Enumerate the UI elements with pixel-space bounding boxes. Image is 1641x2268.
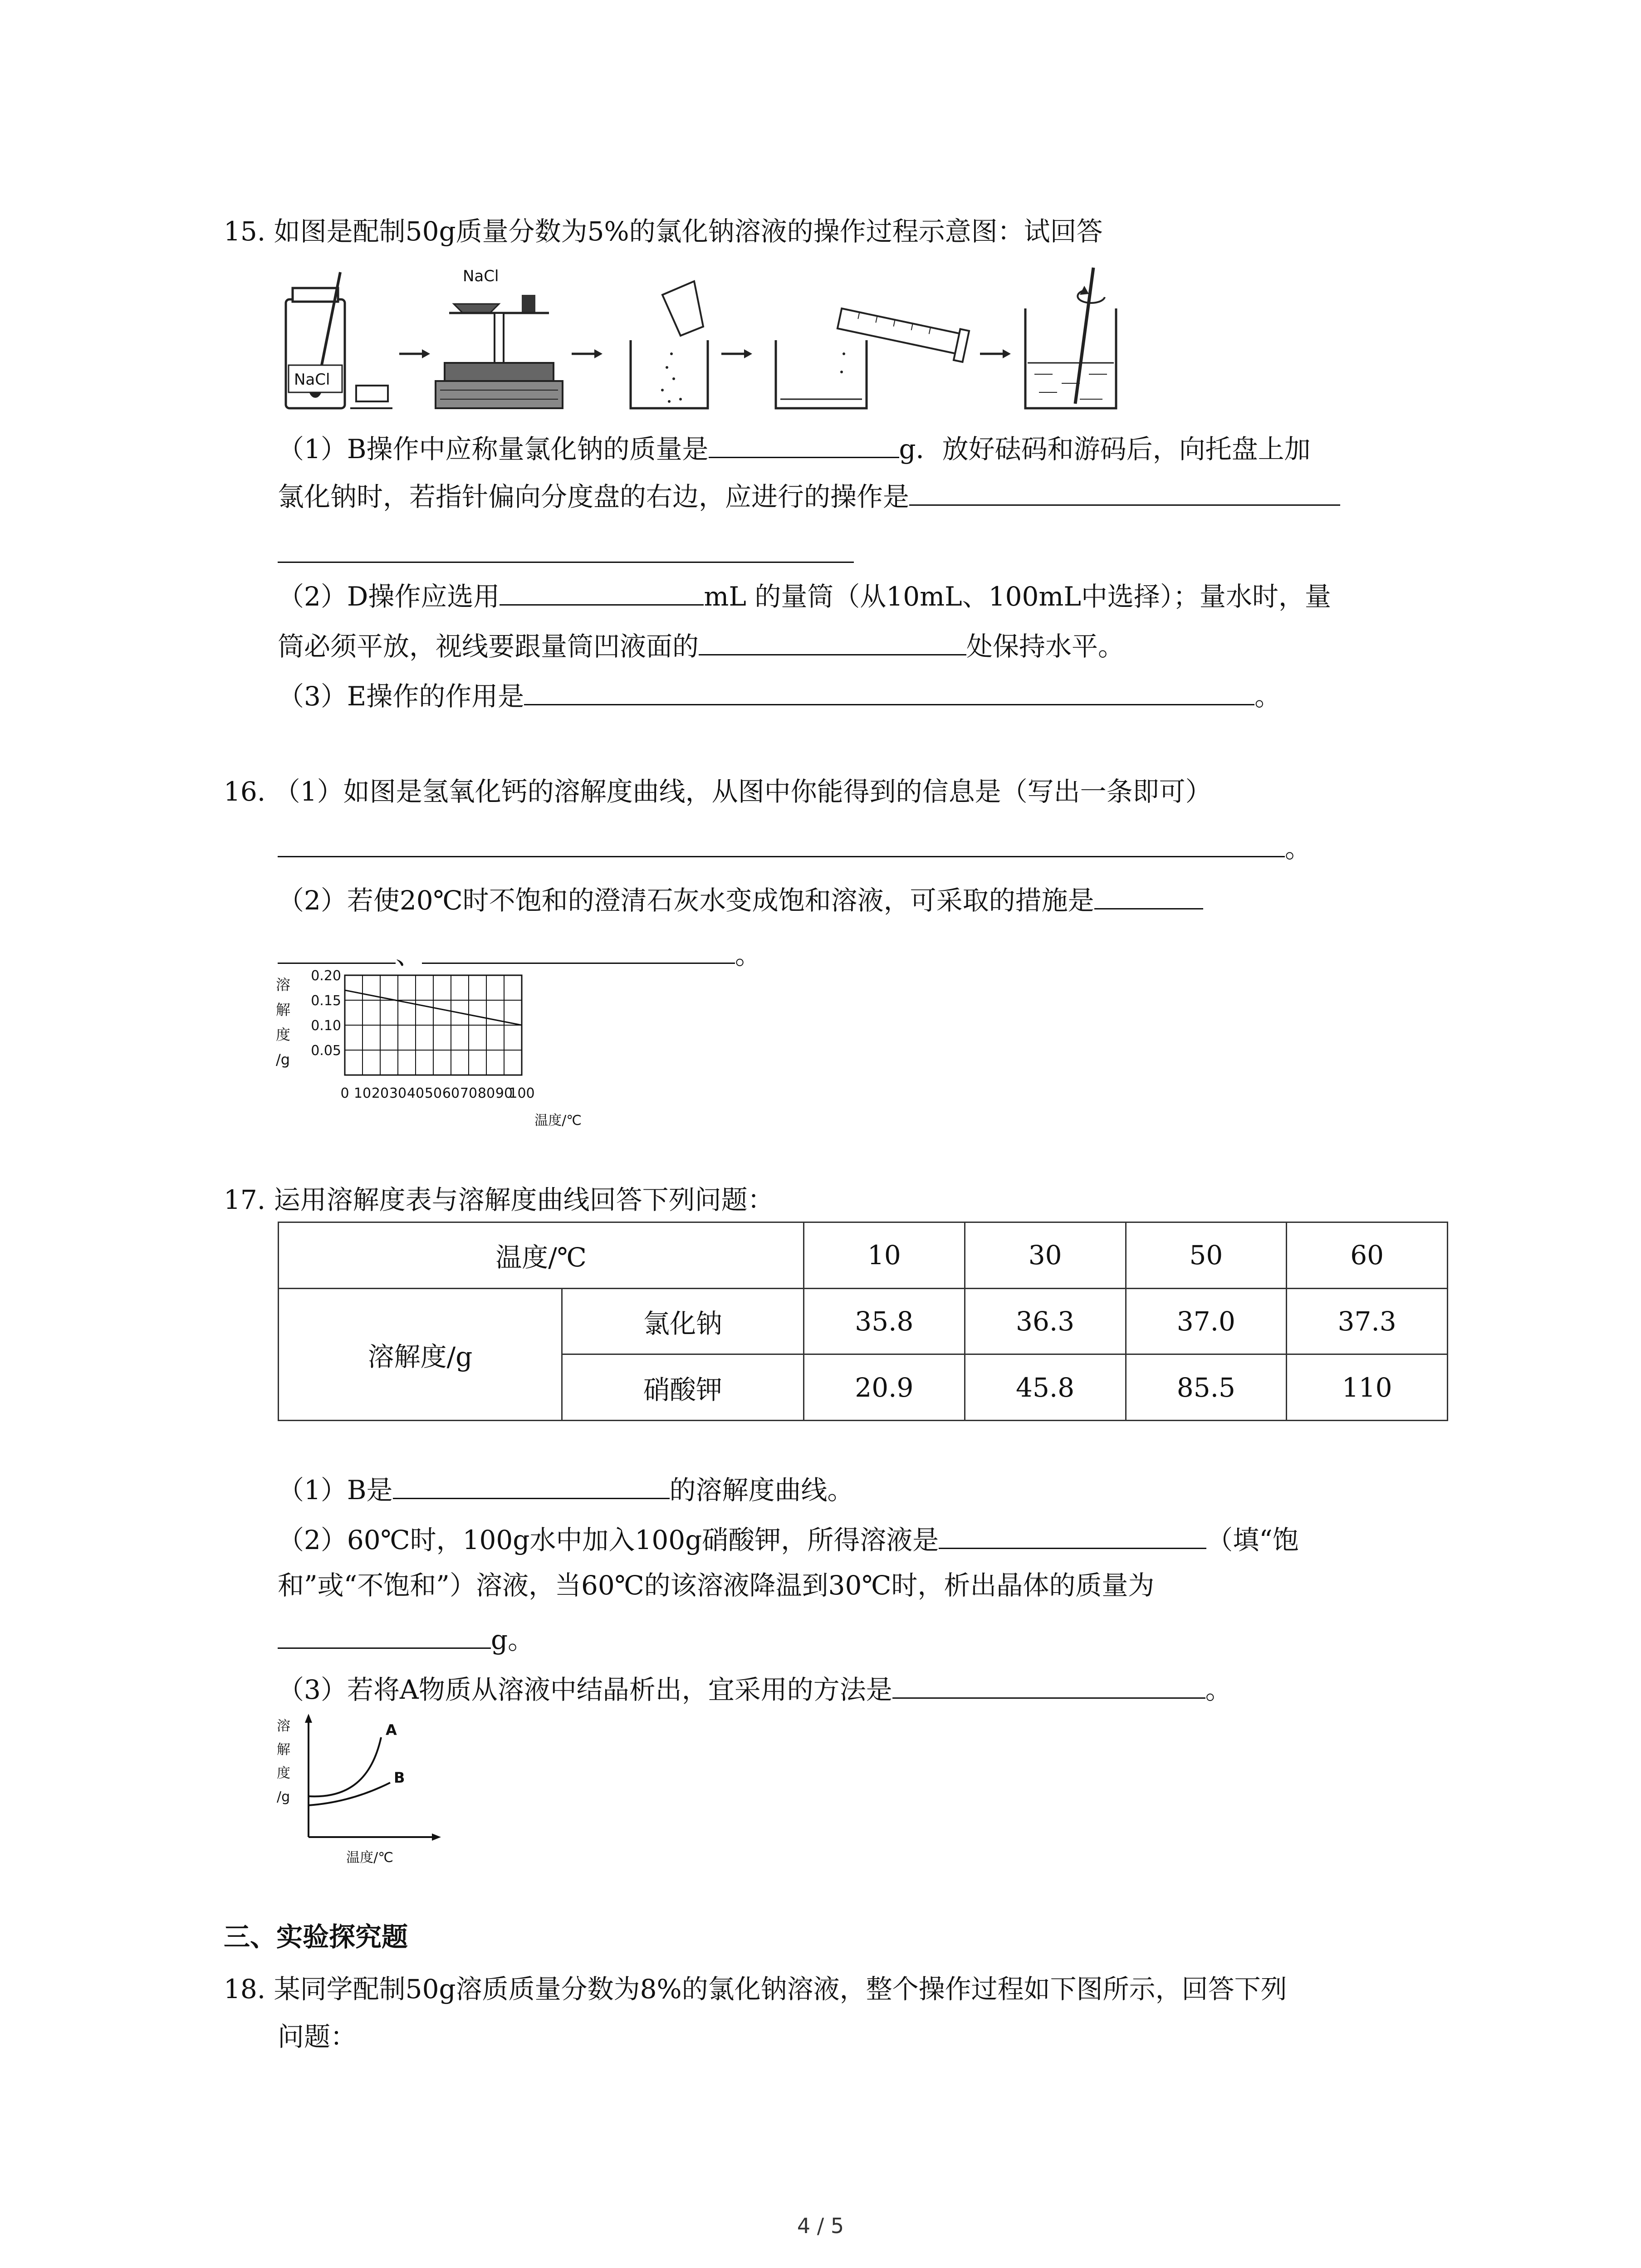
y-axis-label-char: 解	[277, 1742, 290, 1758]
table-row	[279, 1288, 1448, 1354]
y-tick-labels	[311, 968, 341, 1059]
x-tick-label: 30	[389, 1085, 407, 1101]
section-title: 三、实验探究题	[224, 1921, 408, 1952]
q17-p2-line2: 和”或“不饱和”）溶液，当60℃的该溶液降温到30℃时，析出晶体的质量为	[278, 1570, 1155, 1601]
table-cell: 35.8	[804, 1288, 965, 1354]
y-axis-label-char: 溶	[277, 1718, 290, 1734]
q16-p2-line2: 、 。	[278, 934, 761, 973]
x-axis-label: 温度/℃	[534, 1113, 582, 1129]
q16-stem: 16. （1）如图是氢氧化钙的溶解度曲线，从图中你能得到的信息是（写出一条即可）	[224, 776, 1212, 807]
table-row-name: 硝酸钾	[562, 1354, 804, 1421]
table-header-temp: 温度/℃	[279, 1222, 804, 1289]
answer-blank[interactable]	[699, 626, 966, 655]
x-tick-label: 50	[424, 1085, 442, 1101]
chart-grid	[345, 975, 522, 1075]
scale-label: NaCl	[463, 267, 499, 285]
y-axis-label-char: /g	[277, 1789, 290, 1805]
x-axis-label: 温度/℃	[346, 1850, 393, 1866]
q15-p2-line2: 筒必须平放，视线要跟量筒凹液面的 处保持水平。	[278, 626, 1124, 665]
q15-p1-line1: （1）B操作中应称量氯化钠的质量是 g．放好砝码和游码后，向托盘上加	[278, 429, 1311, 467]
y-axis-label-char: /g	[276, 1051, 290, 1068]
q15-p2-line1: （2）D操作应选用 mL 的量筒（从10mL、100mL中选择）；量水时，量	[278, 576, 1331, 615]
q18-line1: 18. 某同学配制50g溶质质量分数为8%的氯化钠溶液，整个操作过程如下图所示，回答下列	[224, 1974, 1287, 2004]
answer-blank[interactable]	[500, 576, 704, 606]
x-tick-label: 60	[442, 1085, 460, 1101]
table-cell: 60	[1287, 1222, 1448, 1289]
x-tick-label: 40	[407, 1085, 425, 1101]
table-row-name: 氯化钠	[562, 1288, 804, 1354]
q17-p3: （3）若将A物质从溶液中结晶析出，宜采用的方法是 。	[278, 1669, 1232, 1708]
arrow-icon	[572, 349, 603, 358]
answer-blank[interactable]	[278, 562, 854, 563]
table-cell: 37.3	[1287, 1288, 1448, 1354]
answer-blank[interactable]	[278, 828, 1285, 857]
arrow-icon	[399, 349, 430, 358]
q15-stem: 15. 如图是配制50g质量分数为5%的氯化钠溶液的操作过程示意图：试回答	[224, 216, 1103, 247]
series-line-b	[309, 1783, 390, 1805]
reagent-jar-icon	[286, 272, 392, 408]
ab-solubility-chart	[272, 1710, 463, 1873]
x-tick-label: 20	[371, 1085, 389, 1101]
table-cell: 85.5	[1126, 1354, 1287, 1421]
y-tick-label: 0.15	[311, 993, 341, 1009]
table-cell: 110	[1287, 1354, 1448, 1421]
arrow-icon	[980, 349, 1011, 358]
q16-p2-line1: （2）若使20℃时不饱和的澄清石灰水变成饱和溶液，可采取的措施是	[278, 880, 1203, 919]
solubility-table	[278, 1222, 1448, 1421]
arrow-icon	[721, 349, 752, 358]
q17-p2-line1: （2）60℃时，100g水中加入100g硝酸钾，所得溶液是 （填“饱	[278, 1520, 1299, 1558]
graduated-cylinder-icon	[776, 304, 969, 408]
q18-line2: 问题：	[278, 2021, 357, 2052]
x-tick-label: 10	[353, 1085, 372, 1101]
table-row-group: 溶解度/g	[279, 1288, 562, 1420]
stirring-beaker-icon	[1025, 268, 1116, 408]
y-axis-label-char: 度	[277, 1765, 290, 1781]
y-axis-label	[277, 1718, 290, 1805]
table-cell: 30	[965, 1222, 1126, 1289]
x-tick-label: 0	[340, 1085, 349, 1101]
table-cell: 37.0	[1126, 1288, 1287, 1354]
answer-blank[interactable]	[892, 1669, 1205, 1699]
y-tick-label: 0.10	[311, 1018, 341, 1034]
y-tick-label: 0.05	[311, 1043, 341, 1059]
series-label-a: A	[386, 1721, 397, 1739]
y-axis-label-char: 解	[276, 1001, 291, 1018]
answer-blank[interactable]	[278, 934, 396, 964]
x-tick-label: 70	[460, 1085, 478, 1101]
q17-stem: 17. 运用溶解度表与溶解度曲线回答下列问题：	[224, 1184, 774, 1215]
answer-blank[interactable]	[939, 1520, 1206, 1549]
y-axis-label-char: 溶	[276, 976, 291, 993]
y-axis-label-char: 度	[276, 1026, 291, 1043]
answer-blank[interactable]	[524, 676, 1254, 705]
table-cell: 36.3	[965, 1288, 1126, 1354]
q15-p3: （3）E操作的作用是 。	[278, 676, 1281, 714]
x-tick-label: 90	[495, 1085, 513, 1101]
beaker-pouring-icon	[631, 281, 708, 408]
table-cell: 20.9	[804, 1354, 965, 1421]
q15-p1-line2: 氯化钠时，若指针偏向分度盘的右边，应进行的操作是	[278, 476, 1340, 515]
page-number: 4 / 5	[797, 2214, 844, 2238]
table-cell: 45.8	[965, 1354, 1126, 1421]
x-tick-label: 80	[477, 1085, 495, 1101]
series-line-a	[309, 1737, 381, 1796]
answer-blank[interactable]	[909, 476, 1340, 506]
q15-procedure-figure	[272, 263, 1134, 417]
x-tick-labels	[340, 1085, 534, 1101]
answer-blank[interactable]	[393, 1470, 670, 1499]
table-cell: 10	[804, 1222, 965, 1289]
y-axis-label	[276, 976, 290, 1068]
series-label-b: B	[394, 1769, 405, 1786]
x-tick-label: 100	[509, 1085, 535, 1101]
y-axis-arrow-icon	[305, 1714, 312, 1723]
answer-blank[interactable]	[1094, 880, 1203, 909]
answer-blank[interactable]	[709, 429, 899, 458]
calcium-hydroxide-solubility-chart	[272, 966, 617, 1134]
table-header-row	[279, 1222, 1448, 1289]
x-axis-arrow-icon	[432, 1833, 441, 1841]
jar-label: NaCl	[294, 371, 330, 389]
q17-p1: （1）B是 的溶解度曲线。	[278, 1470, 854, 1508]
q17-p2-line3: g。	[278, 1619, 534, 1658]
table-cell: 50	[1126, 1222, 1287, 1289]
answer-blank[interactable]	[422, 934, 735, 964]
q16-p1-answer: 。	[278, 828, 1311, 866]
y-tick-label: 0.20	[311, 968, 341, 984]
balance-icon	[436, 267, 563, 408]
answer-blank[interactable]	[278, 1619, 491, 1649]
